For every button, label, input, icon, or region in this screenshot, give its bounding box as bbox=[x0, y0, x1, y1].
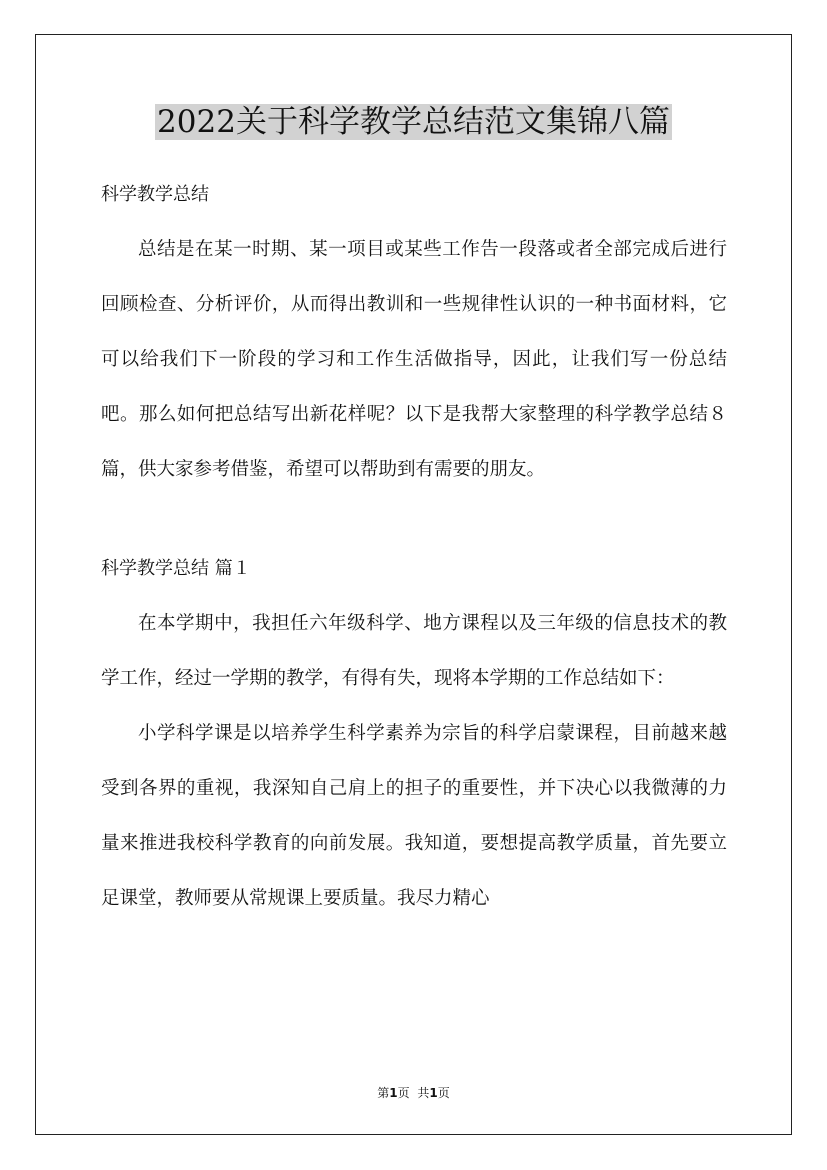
footer-total-suffix: 页 bbox=[437, 1086, 450, 1100]
footer-page-suffix: 页 bbox=[397, 1086, 410, 1100]
footer-page-prefix: 第 bbox=[377, 1086, 390, 1100]
intro-paragraph: 总结是在某一时期、某一项目或某些工作告一段落或者全部完成后进行回顾检查、分析评价，从而得出教训和一些规律性认识的一种书面材料，它可以给我们下一阶段的学习和工作生活做指导，因此，让我们写一份总结吧。那么如何把总结写出新花样呢？以下是我帮大家整理的科学教学总结８篇，供大家参考借鉴，希望可以帮助到有需要的朋友。 bbox=[101, 239, 727, 480]
section-spacer bbox=[101, 497, 727, 542]
section-heading-part1: 科学教学总结 篇１ bbox=[101, 558, 251, 579]
footer-total-number: 1 bbox=[429, 1086, 438, 1100]
part1-paragraph-2: 小学科学课是以培养学生科学素养为宗旨的科学启蒙课程，目前越来越受到各界的重视，我深知自己肩上的担子的重要性，并下决心以我微薄的力量来推进我校科学教育的向前发展。我知道，要想提高教学质量，首先要立足课堂，教师要从常规课上要质量。我尽力精心 bbox=[101, 723, 727, 909]
part1-paragraph-1: 在本学期中，我担任六年级科学、地方课程以及三年级的信息技术的教学工作，经过一学期的教学，有得有失，现将本学期的工作总结如下： bbox=[101, 613, 727, 689]
page-footer bbox=[0, 1084, 827, 1101]
section-heading-intro: 科学教学总结 bbox=[101, 184, 209, 205]
footer-page-number: 1 bbox=[389, 1086, 398, 1100]
document-title-text: 2022关于科学教学总结范文集锦八篇 bbox=[157, 104, 670, 140]
document-body bbox=[101, 168, 727, 926]
document-title bbox=[0, 100, 827, 144]
footer-total-prefix: 共 bbox=[417, 1086, 430, 1100]
